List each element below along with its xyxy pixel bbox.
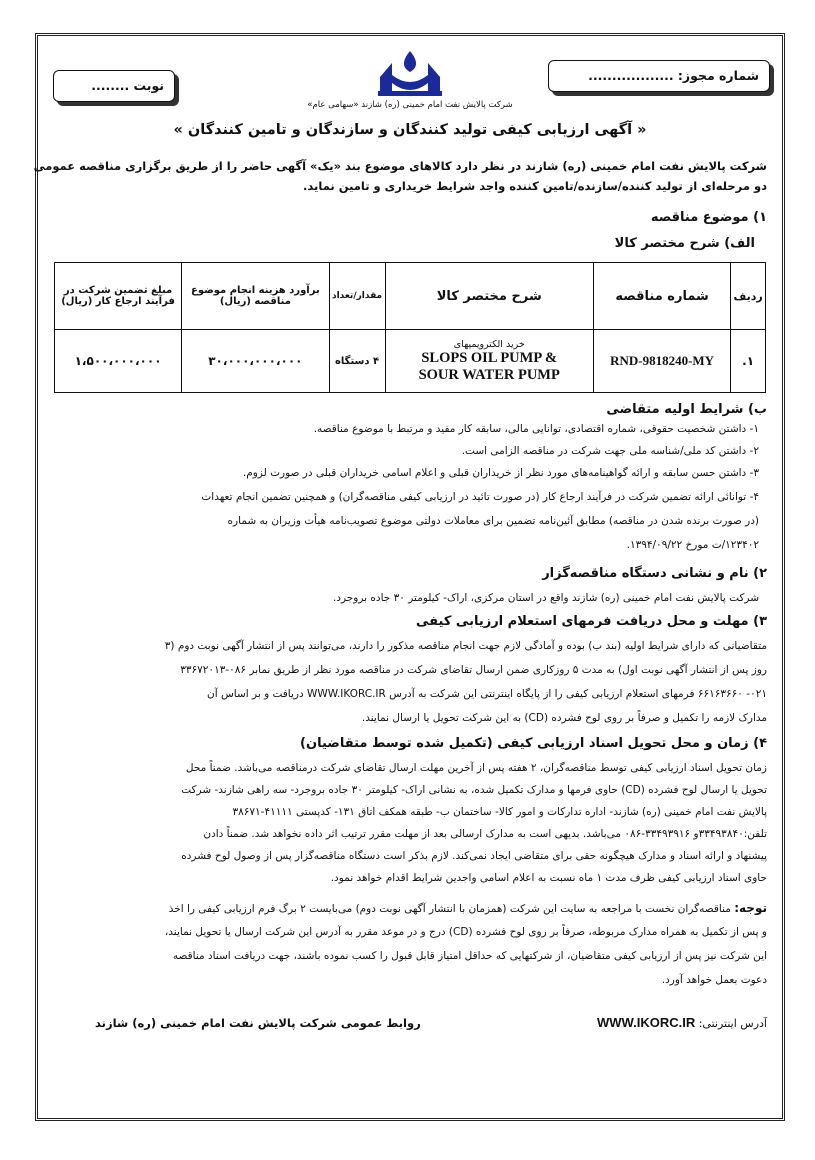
footer-signature: روابط عمومی شرکت پالایش نفت امام خمینی (ره) شازند — [95, 1016, 421, 1030]
desc-line-1: SLOPS OIL PUMP & — [421, 349, 558, 366]
note-line-1 — [169, 900, 767, 917]
section-4-line-1: زمان تحویل اسناد ارزیابی کیفی توسط مناقصه‌گران، ۲ هفته پس از آخرین مهلت ارسال تقاضای شرکت درمناقصه می‌باشد. ضمناً محل — [185, 762, 767, 774]
cell-estimate: ۳۰،۰۰۰،۰۰۰،۰۰۰ — [182, 330, 329, 393]
note-line-4: دعوت بعمل خواهد آورد. — [661, 974, 767, 986]
intro-line-1: شرکت پالایش نفت امام خمینی (ره) شازند در نظر دارد کالاهای موضوع بند «یک» آگهی حاضر را از طریق برگزاری مناقصه عمومی — [33, 159, 767, 173]
section-3-line-3: ۰۲۱- ۶۶۱۶۳۶۶۰ فرمهای استعلام ارزیابی کیفی را از پایگاه اینترنتی این شرکت به آدرس WWW.IKORC.IR دریافت و بر اساس آن — [206, 688, 767, 700]
note-label: توجه: — [734, 901, 767, 915]
address-label: آدرس اینترنتی: — [698, 1017, 767, 1030]
cell-guarantee: ۱،۵۰۰،۰۰۰،۰۰۰ — [55, 330, 182, 393]
note-line-2: و پس از تکمیل به همراه مدارک مربوطه، صرفاً بر روی لوح فشرده (CD) درج و در موعد مقرر به آدرس این شرکت ارسال یا تحویل نمایند، — [164, 926, 767, 938]
col-row-header: ردیف — [731, 263, 766, 330]
cell-tender-no: RND-9818240-MY — [593, 330, 730, 393]
desc-persian: خرید الکتروپمپهای — [453, 338, 525, 350]
section-1-subheading: الف) شرح مختصر کالا — [614, 236, 755, 251]
note-text-1: مناقصه‌گران نخست با مراجعه به سایت این شرکت (همزمان با انتشار آگهی نوبت دوم) می‌بایست ۲ برگ فرم ارزیابی کیفی را اخذ — [168, 903, 731, 915]
page-title: « آگهی ارزیابی کیفی تولید کنندگان و سازندگان و تامین کنندگان » — [173, 122, 647, 138]
section-2-heading: ۲) نام و نشانی دستگاه مناقصه‌گزار — [542, 566, 767, 581]
condition-3: ۳- داشتن حسن سابقه و ارائه گواهینامه‌های مورد نظر از خریداران قبلی و اعلام اسامی خریداران قبلی در صورت لزوم. — [242, 467, 759, 479]
condition-4-cont: (در صورت برنده شدن در مناقصه) مطابق آئین‌نامه تضمین برای معاملات دولتی موضوع تصویب‌نامه هیأت وزیران به شماره — [227, 515, 759, 527]
permit-number-label: شماره مجوز: .................. — [588, 68, 759, 83]
condition-1: ۱- داشتن شخصیت حقوقی، شماره اقتصادی، توانایی مالی، سابقه کار مفید و مرتبط با موضوع مناقصه. — [313, 423, 759, 435]
intro-line-2: دو مرحله‌ای از تولید کننده/سازنده/تامین کننده واجد شرایط خریداری و تامین نماید. — [303, 179, 767, 193]
turn-box — [53, 70, 175, 102]
turn-label: نوبت ........ — [91, 78, 164, 93]
desc-line-2: SOUR WATER PUMP — [418, 366, 560, 383]
condition-4-date: ۱۲۳۴۰۲/ت مورخ ۱۳۹۴/۰۹/۲۲. — [626, 539, 759, 551]
company-name: شرکت پالایش نفت امام خمینی (ره) شازند «سهامی عام» — [307, 100, 513, 110]
condition-4: ۴- توانائی ارائه تضمین شرکت در فرآیند ارجاع کار (در صورت تائید در ارزیابی کیفی مناقصه‌گران) و همچنین تضمین انجام تعهدات — [201, 491, 759, 503]
section-1-heading: ۱) موضوع مناقصه — [650, 210, 767, 225]
conditions-heading: ب) شرایط اولیه متقاضی — [606, 402, 767, 417]
note-line-3: این شرکت نیز پس از ارزیابی کیفی متقاضیان، از شرکتهایی که حداقل امتیاز قابل قبول را کسب نموده باشند، جهت دریافت اسناد مناقصه — [172, 950, 767, 962]
section-4-line-2: تحویل یا ارسال لوح فشرده (CD) حاوی فرمها و مدارک تکمیل شده، به نشانی اراک- کیلومتر ۳۰ جاده بروجرد- سه راهی شازند- شرکت — [181, 784, 767, 796]
col-estimate-header: برآورد هزینه انجام موضوع مناقصه (ریال) — [182, 263, 329, 330]
section-3-line-2: روز پس از انتشار آگهی نوبت اول) به مدت ۵ روزکاری ضمن ارسال تقاضای شرکت در مناقصه مورد نظر از طریق نمابر ۰۸۶-۳۳۶۷۲۰۱۳ — [180, 664, 767, 676]
cell-desc — [385, 330, 593, 393]
website-url[interactable]: WWW.IKORC.IR — [597, 1015, 696, 1030]
section-4-heading: ۴) زمان و محل تحویل اسناد ارزیابی کیفی (تکمیل شده توسط متقاضیان) — [300, 736, 767, 751]
section-2-text: شرکت پالایش نفت امام خمینی (ره) شازند واقع در استان مرکزی، اراک- کیلومتر ۳۰ جاده بروجرد. — [332, 592, 759, 604]
section-3-line-4: مدارک لازمه را تکمیل و صرفاً بر روی لوح فشرده (CD) به این شرکت تحویل یا ارسال نمایند. — [361, 712, 767, 724]
refinery-logo — [370, 47, 450, 103]
col-guarantee-header: مبلغ تضمین شرکت در فرآیند ارجاع کار (ریال) — [55, 263, 182, 330]
footer-address — [597, 1015, 767, 1032]
col-desc-header: شرح مختصر کالا — [385, 263, 593, 330]
permit-number-box — [548, 60, 770, 92]
col-qty-header: مقدار/تعداد — [329, 263, 385, 330]
col-tender-no-header: شماره مناقصه — [593, 263, 730, 330]
cell-row: ۱. — [731, 330, 766, 393]
table-row — [55, 330, 766, 393]
tender-table — [54, 262, 766, 393]
cell-qty: ۴ دستگاه — [329, 330, 385, 393]
condition-2: ۲- داشتن کد ملی/شناسه ملی جهت شرکت در مناقصه الزامی است. — [461, 445, 759, 457]
table-header-row — [55, 263, 766, 330]
section-4-line-3: پالایش نفت امام خمینی (ره) شازند- اداره تدارکات و امور کالا- ساختمان ب- طبقه همکف اتاق ۱۳۱- کدپستی ۴۱۱۱۱-۳۸۶۷۱ — [232, 806, 767, 818]
section-4-line-4: تلفن:۳۳۴۹۳۸۴۰و ۳۳۴۹۳۹۱۶-۰۸۶ می‌باشد. بدیهی است به مدارک ارسالی بعد از مهلت مقرر ترتیب اثر داده نخواهد شد. ضمناً دادن — [203, 828, 767, 840]
section-3-line-1: متقاضیانی که دارای شرایط اولیه (بند ب) بوده و آمادگی لازم جهت انجام مناقصه مذکور را دارند، می‌توانند پس از انتشار آگهی نوبت دوم (۳ — [164, 640, 767, 652]
section-4-line-5: پیشنهاد و ارائه اسناد و مدارک هیچگونه حقی برای متقاضی ایجاد نمی‌کند. لازم بذکر است دستگاه مناقصه‌گزار پس از وصول لوح فشرده — [181, 850, 767, 862]
section-4-line-6: حاوی اسناد ارزیابی کیفی ظرف مدت ۱ ماه نسبت به اعلام اسامی واجدین شرایط اقدام خواهد نمود. — [330, 872, 767, 884]
section-3-heading: ۳) مهلت و محل دریافت فرمهای استعلام ارزیابی کیفی — [416, 614, 767, 629]
